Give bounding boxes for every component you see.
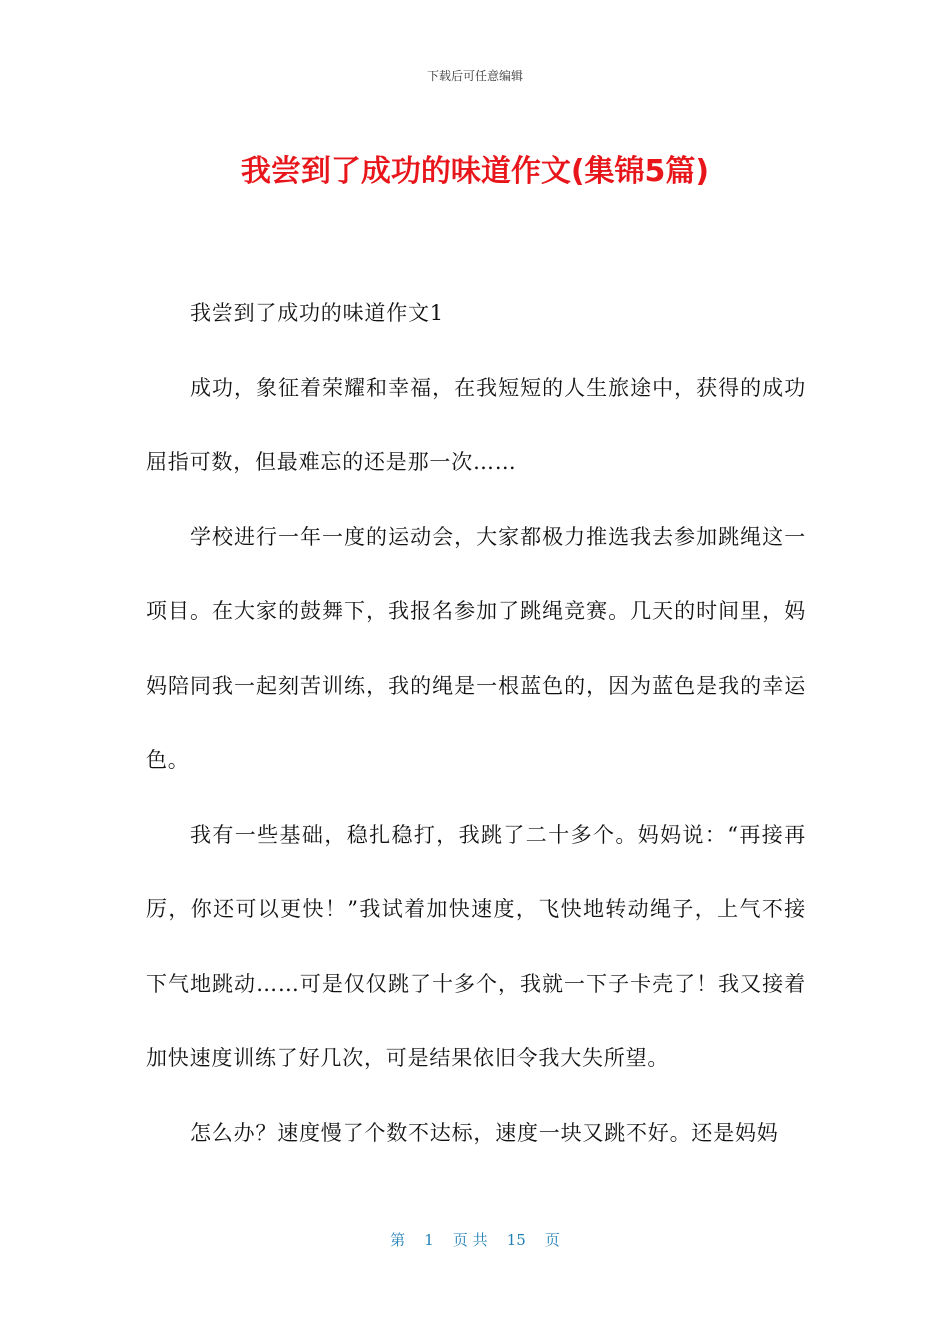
current-page-number: 1	[424, 1231, 434, 1249]
page-footer	[0, 1229, 950, 1250]
footer-suffix: 页	[544, 1231, 560, 1249]
page-header-note: 下载后可任意编辑	[426, 69, 523, 83]
paragraph: 学校进行一年一度的运动会，大家都极力推选我去参加跳绳这一项目。在大家的鼓舞下，我报名参加了跳绳竞赛。几天的时间里，妈妈陪同我一起刻苦训练，我的绳是一根蓝色的，因为蓝色是我的幸运色。	[146, 524, 806, 772]
paragraph: 成功，象征着荣耀和幸福，在我短短的人生旅途中，获得的成功屈指可数，但最难忘的还是那一次……	[146, 375, 806, 474]
paragraph: 怎么办？速度慢了个数不达标，速度一块又跳不好。还是妈妈	[190, 1120, 779, 1145]
footer-prefix: 第	[390, 1231, 406, 1249]
document-body	[146, 276, 806, 1170]
paragraph: 我有一些基础，稳扎稳打，我跳了二十多个。妈妈说：“再接再厉，你还可以更快！”我试着加快速度，飞快地转动绳子，上气不接下气地跳动……可是仅仅跳了十多个，我就一下子卡壳了！我又接着加快速度训练了好几次，可是结果依旧令我大失所望。	[146, 822, 806, 1070]
section-heading: 我尝到了成功的味道作文1	[190, 301, 444, 325]
footer-middle: 页 共	[452, 1231, 488, 1249]
total-pages-number: 15	[506, 1231, 526, 1249]
document-title: 我尝到了成功的味道作文(集锦5篇)	[240, 154, 710, 189]
